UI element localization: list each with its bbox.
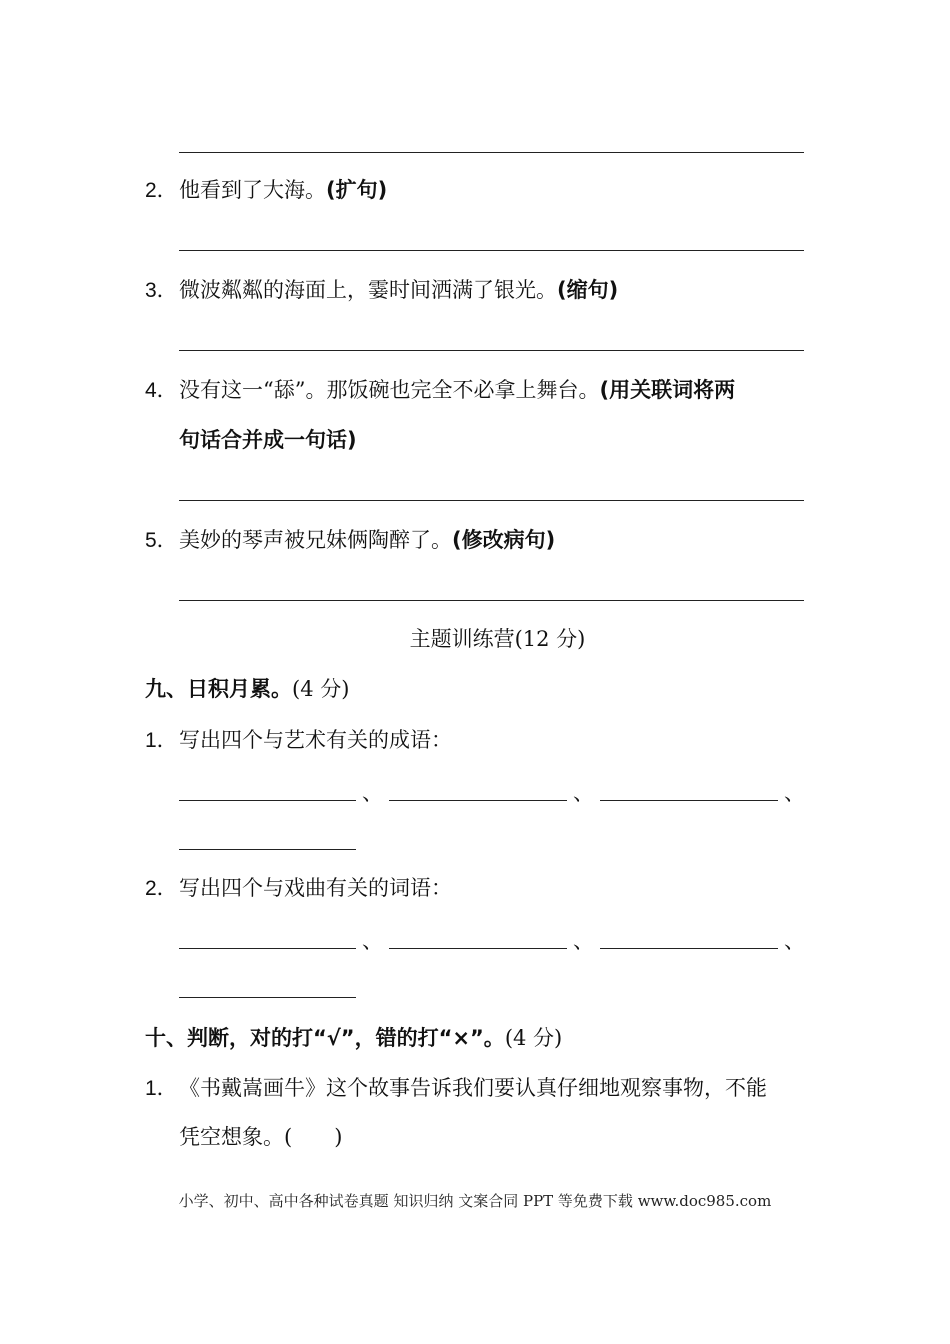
- blank-line[interactable]: [389, 948, 567, 949]
- question-number: 3．: [145, 279, 178, 302]
- question-instruction-continued: 句话合并成一句话): [179, 428, 357, 452]
- question-4: [145, 376, 735, 405]
- question-text: 微波粼粼的海面上，霎时间洒满了银光。: [179, 278, 557, 302]
- question-text: 《书戴嵩画牛》这个故事告诉我们要认真仔细地观察事物，不能: [179, 1076, 767, 1100]
- question-3: [145, 276, 618, 305]
- question-number: 4．: [145, 379, 178, 402]
- question-instruction: (修改病句): [452, 528, 556, 552]
- answer-line[interactable]: [179, 600, 804, 601]
- separator: 、: [362, 929, 383, 953]
- question-text: 他看到了大海。: [179, 178, 326, 202]
- separator: 、: [784, 781, 805, 805]
- question-instruction: (扩句): [326, 178, 388, 202]
- footer-text: 小学、初中、高中各种试卷真题 知识归纳 文案合同 PPT 等免费下载 www.doc985.com: [178, 1192, 772, 1210]
- section-10-item-1: [145, 1074, 767, 1103]
- question-number: 1．: [145, 729, 178, 752]
- question-number: 5．: [145, 529, 178, 552]
- section-9-item-2: [145, 874, 452, 903]
- section-label: 九、日积月累。: [145, 677, 292, 701]
- question-number: 2．: [145, 877, 178, 900]
- section-score: (4 分): [504, 1026, 563, 1050]
- section-score: (4 分): [292, 677, 350, 701]
- question-text-continued: 凭空想象。( ): [179, 1125, 343, 1149]
- blank-line[interactable]: [179, 849, 356, 850]
- blank-line[interactable]: [389, 800, 567, 801]
- blank-line[interactable]: [600, 800, 778, 801]
- question-2: [145, 176, 387, 205]
- question-text: 写出四个与戏曲有关的词语：: [179, 876, 452, 900]
- blank-line[interactable]: [600, 948, 778, 949]
- blank-line[interactable]: [179, 997, 356, 998]
- answer-line[interactable]: [179, 250, 804, 251]
- separator: 、: [784, 929, 805, 953]
- question-instruction: (缩句): [557, 278, 619, 302]
- question-text: 美妙的琴声被兄妹俩陶醉了。: [179, 528, 452, 552]
- question-text: 没有这一“舔”。那饭碗也完全不必拿上舞台。: [179, 378, 600, 402]
- question-text: 写出四个与艺术有关的成语：: [179, 728, 452, 752]
- question-number: 2．: [145, 179, 178, 202]
- section-label: 十、判断，对的打“√”，错的打“×”。: [145, 1026, 505, 1050]
- question-number: 1．: [145, 1077, 178, 1100]
- section-9-item-1: [145, 726, 452, 755]
- section-title: 主题训练营(12 分): [409, 627, 586, 651]
- separator: 、: [573, 929, 594, 953]
- blank-line[interactable]: [179, 800, 356, 801]
- separator: 、: [573, 781, 594, 805]
- separator: 、: [362, 781, 383, 805]
- question-instruction: (用关联词将两: [599, 378, 736, 402]
- answer-line[interactable]: [179, 152, 804, 153]
- blank-line[interactable]: [179, 948, 356, 949]
- section-9-heading: [145, 675, 349, 703]
- answer-line[interactable]: [179, 350, 804, 351]
- answer-line[interactable]: [179, 500, 804, 501]
- question-5: [145, 526, 555, 555]
- section-10-heading: [145, 1024, 562, 1052]
